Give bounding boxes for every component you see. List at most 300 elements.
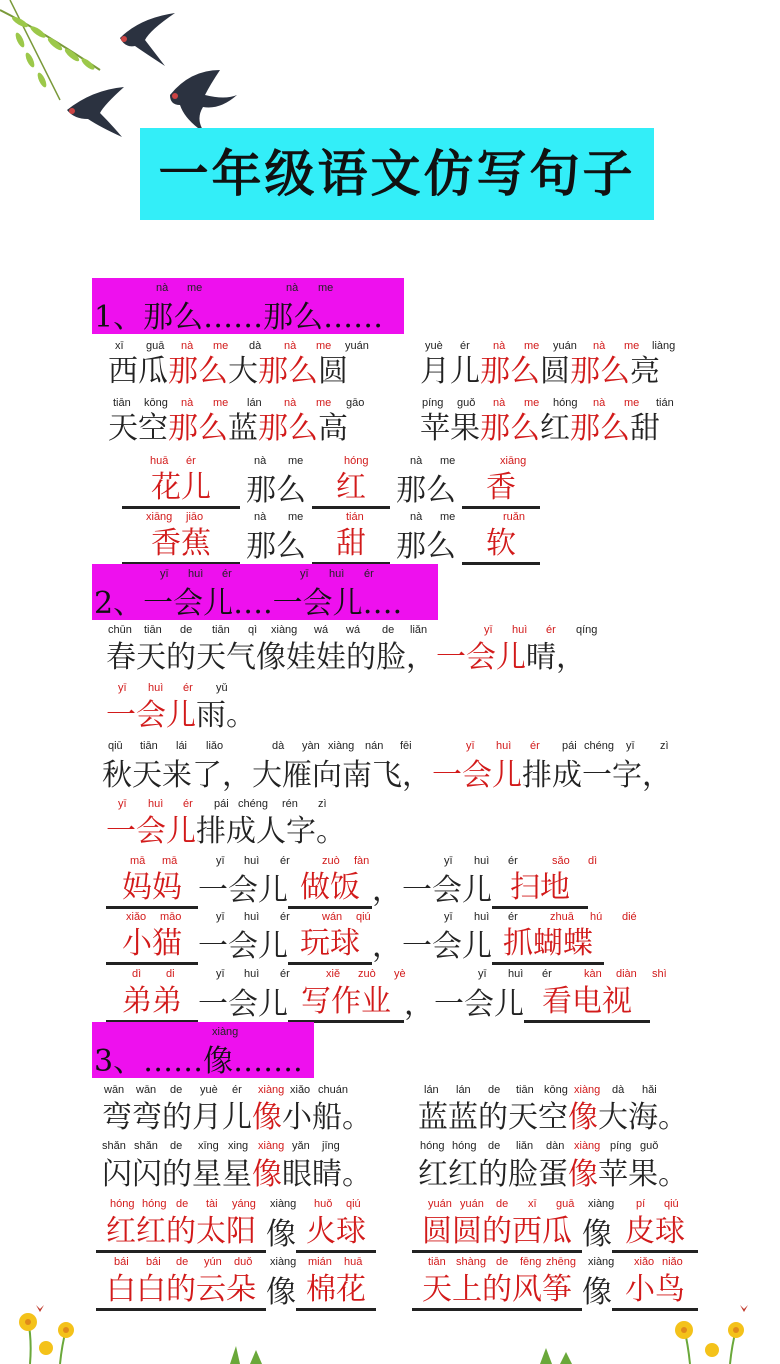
pinyin: huì	[474, 911, 490, 923]
pinyin: lái	[176, 740, 188, 752]
pinyin: xiāng	[146, 511, 173, 523]
sentence-text: 雨。	[196, 698, 256, 733]
pinyin: lán	[456, 1084, 471, 1096]
sentence-text: 亮	[630, 354, 660, 389]
pinyin: nà	[493, 340, 506, 352]
sentence-text: 像	[252, 1100, 282, 1135]
pinyin: tián	[656, 397, 674, 409]
sentence-text: 高	[318, 411, 348, 446]
sentence-text: 像	[252, 1157, 282, 1192]
pinyin: liǎn	[410, 624, 428, 636]
pinyin: shǎn	[134, 1140, 158, 1152]
answer-blank: 火球	[296, 1206, 376, 1253]
s2-row2	[106, 690, 256, 734]
pinyin: wān	[136, 1084, 157, 1096]
pinyin: yī	[484, 624, 493, 636]
pinyin: mián	[308, 1256, 332, 1268]
answer-blank: 抓蝴蝶	[492, 918, 604, 965]
pinyin: yī	[626, 740, 635, 752]
s3-row3	[96, 1206, 698, 1253]
pinyin: yuán	[428, 1198, 452, 1210]
pinyin: kōng	[144, 397, 168, 409]
pinyin: kàn	[584, 968, 602, 980]
pinyin: huǒ	[314, 1198, 333, 1210]
pinyin: yī	[216, 855, 225, 867]
pinyin: yè	[394, 968, 406, 980]
pinyin: dà	[272, 740, 285, 752]
pinyin: liǎn	[516, 1140, 534, 1152]
pinyin: qiū	[108, 740, 123, 752]
pinyin: zì	[318, 798, 327, 810]
sentence-text: 红	[540, 411, 570, 446]
sentence-text: 一会儿	[432, 758, 522, 793]
pinyin: de	[382, 624, 395, 636]
sentence-text: 春天的天气像娃娃的脸，	[106, 640, 436, 675]
pinyin: shì	[652, 968, 667, 980]
pinyin: de	[496, 1256, 509, 1268]
pinyin: yī	[118, 798, 127, 810]
pinyin: yī	[478, 968, 487, 980]
answer-blank: 妈妈	[106, 862, 198, 909]
pinyin: xiàng	[271, 624, 298, 636]
pinyin: ér	[232, 1084, 242, 1096]
pinyin: me	[524, 340, 540, 352]
sentence-text: ，一会儿	[372, 873, 492, 908]
pinyin: ér	[183, 682, 193, 694]
answer-blank: 弟弟	[106, 976, 198, 1023]
pinyin: tián	[346, 511, 364, 523]
pinyin: me	[624, 340, 640, 352]
pinyin: liàng	[652, 340, 676, 352]
sentence-text: 蓝蓝的天空	[418, 1100, 568, 1135]
s3-row2-right	[418, 1149, 688, 1193]
pinyin: dì	[132, 968, 142, 980]
pinyin: tiān	[113, 397, 131, 409]
sentence-text: 甜	[630, 411, 660, 446]
pinyin: nà	[254, 511, 267, 523]
pinyin: huì	[244, 968, 260, 980]
sentence-text: 晴，	[526, 640, 586, 675]
pinyin: lán	[424, 1084, 439, 1096]
pinyin: hóng	[452, 1140, 477, 1152]
pinyin: xiàng	[270, 1256, 297, 1268]
pinyin: de	[496, 1198, 509, 1210]
s3-row1-right	[418, 1092, 688, 1136]
pinyin: ér	[186, 455, 196, 467]
pinyin: qì	[248, 624, 258, 636]
sentence-text: 圆	[318, 354, 348, 389]
pinyin: huì	[244, 911, 260, 923]
pinyin: hóng	[553, 397, 578, 409]
sentence-text: 一会儿	[106, 814, 196, 849]
pinyin: yī	[444, 855, 453, 867]
s1-row2-right	[420, 403, 660, 447]
pinyin: tiān	[516, 1084, 534, 1096]
pinyin: huì	[148, 682, 164, 694]
pinyin: ér	[508, 855, 518, 867]
s2-row1	[106, 632, 586, 676]
pinyin: xiàng	[270, 1198, 297, 1210]
answer-blank: 看电视	[524, 976, 650, 1023]
pinyin: wá	[346, 624, 361, 636]
pinyin: guǒ	[457, 397, 476, 409]
pinyin: pái	[214, 798, 229, 810]
pinyin: shǎn	[102, 1140, 126, 1152]
pinyin: nà	[286, 282, 299, 294]
pinyin: me	[187, 282, 203, 294]
pinyin: duǒ	[234, 1256, 253, 1268]
pinyin: yuán	[345, 340, 369, 352]
pinyin: nà	[284, 397, 297, 409]
pinyin: xī	[115, 340, 124, 352]
answer-blank: 小鸟	[612, 1264, 698, 1311]
pinyin: kōng	[544, 1084, 568, 1096]
pinyin: ér	[530, 740, 540, 752]
sentence-text: 小船。	[282, 1100, 372, 1135]
pinyin: xing	[228, 1140, 249, 1152]
sentence-text: 一会儿	[106, 698, 196, 733]
flower-border-icon	[0, 1300, 780, 1364]
sentence-text: 那么	[168, 411, 228, 446]
sentence-text: 大	[228, 354, 258, 389]
pinyin: xiǎo	[290, 1084, 311, 1096]
pinyin: me	[318, 282, 334, 294]
pinyin: me	[624, 397, 640, 409]
answer-blank: 软	[462, 518, 540, 565]
sentence-text: 苹果	[420, 411, 480, 446]
pinyin: yī	[216, 911, 225, 923]
pinyin: yàn	[302, 740, 320, 752]
pinyin: fēng	[520, 1256, 542, 1268]
sentence-text: 那么	[480, 354, 540, 389]
pinyin: jiāo	[186, 511, 204, 523]
pinyin: yuè	[425, 340, 443, 352]
pinyin: tiān	[144, 624, 162, 636]
sentence-text: 像	[568, 1100, 598, 1135]
pinyin: me	[316, 340, 332, 352]
pinyin: huā	[344, 1256, 363, 1268]
pinyin: qiú	[346, 1198, 361, 1210]
sentence-text: 像	[266, 1217, 296, 1252]
pinyin: mā	[130, 855, 146, 867]
sentence-text: 一会儿	[198, 873, 288, 908]
pinyin: hǎi	[642, 1084, 657, 1096]
pinyin: xiāng	[500, 455, 527, 467]
pinyin: nà	[593, 340, 606, 352]
sentence-text: 一会儿	[198, 987, 288, 1022]
answer-blank: 天上的风筝	[412, 1264, 582, 1311]
swallow-icon	[165, 65, 240, 135]
sentence-text: 眼睛。	[282, 1157, 372, 1192]
sentence-text: 秋天来了，大雁向南飞，	[102, 758, 432, 793]
sentence-text: 月儿	[420, 354, 480, 389]
sentence-text: 那么	[570, 411, 630, 446]
pinyin: xiàng	[574, 1084, 601, 1096]
pinyin: de	[180, 624, 193, 636]
pinyin: huì	[148, 798, 164, 810]
pinyin: nà	[410, 511, 423, 523]
pinyin: hóng	[110, 1198, 135, 1210]
pinyin: xiǎo	[126, 911, 147, 923]
pinyin: dié	[622, 911, 637, 923]
answer-blank: 香蕉	[122, 518, 240, 565]
pinyin: zì	[660, 740, 669, 752]
pinyin: qiú	[664, 1198, 679, 1210]
pinyin: chuán	[318, 1084, 348, 1096]
pinyin: de	[170, 1084, 183, 1096]
pinyin: xī	[528, 1198, 537, 1210]
pinyin: qíng	[576, 624, 598, 636]
sentence-text: 排成一字，	[522, 758, 672, 793]
pinyin: lán	[247, 397, 262, 409]
answer-blank: 红	[312, 462, 390, 509]
answer-blank: 做饭	[288, 862, 372, 909]
pinyin: di	[166, 968, 175, 980]
pinyin: hóng	[420, 1140, 445, 1152]
pinyin: de	[488, 1084, 501, 1096]
pinyin: sǎo	[552, 855, 570, 867]
pinyin: de	[176, 1256, 189, 1268]
pinyin: zuò	[358, 968, 376, 980]
pinyin: yī	[300, 568, 309, 580]
pinyin: xiàng	[258, 1140, 285, 1152]
pinyin: gāo	[346, 397, 365, 409]
sentence-text: 那么	[396, 473, 456, 508]
pinyin: me	[524, 397, 540, 409]
sentence-text: 排成人字。	[196, 814, 346, 849]
pinyin: bái	[146, 1256, 161, 1268]
pinyin: ér	[460, 340, 470, 352]
pinyin: me	[213, 340, 229, 352]
pinyin: nà	[410, 455, 423, 467]
pinyin: hóng	[142, 1198, 167, 1210]
pinyin: ér	[508, 911, 518, 923]
sentence-text: ，一会儿	[404, 987, 524, 1022]
pinyin: me	[440, 511, 456, 523]
pinyin: wān	[104, 1084, 125, 1096]
pinyin: yī	[118, 682, 127, 694]
s1-row3	[122, 462, 540, 509]
pinyin: xiàng	[588, 1198, 615, 1210]
pinyin: me	[288, 455, 304, 467]
sentence-text: 像	[568, 1157, 598, 1192]
sentence-text: 蓝	[228, 411, 258, 446]
s3-row1-left	[102, 1092, 372, 1136]
pinyin: xiǎo	[634, 1256, 655, 1268]
answer-blank: 圆圆的西瓜	[412, 1206, 582, 1253]
pinyin: chéng	[584, 740, 614, 752]
pinyin: jīng	[322, 1140, 340, 1152]
pinyin: māo	[160, 911, 182, 923]
sentence-text: 红红的脸蛋	[418, 1157, 568, 1192]
pinyin: fàn	[354, 855, 370, 867]
pinyin: me	[316, 397, 332, 409]
pinyin: zhuā	[550, 911, 574, 923]
pinyin: chéng	[238, 798, 268, 810]
pinyin: xiàng	[258, 1084, 285, 1096]
pinyin: qiú	[356, 911, 371, 923]
pinyin: huì	[496, 740, 512, 752]
pinyin: yuán	[460, 1198, 484, 1210]
pinyin: nán	[365, 740, 384, 752]
answer-blank: 花儿	[122, 462, 240, 509]
sentence-text: 像	[582, 1217, 612, 1252]
sentence-text: 苹果。	[598, 1157, 688, 1192]
pinyin: huì	[508, 968, 524, 980]
pinyin: xiàng	[328, 740, 355, 752]
pinyin: huì	[512, 624, 528, 636]
pinyin: hóng	[344, 455, 369, 467]
pinyin: nà	[156, 282, 169, 294]
pinyin: ér	[280, 968, 290, 980]
sentence-text: 西瓜	[108, 354, 168, 389]
page-title: 一年级语文仿写句子	[158, 144, 636, 203]
pinyin: yī	[160, 568, 169, 580]
sentence-text: 那么	[480, 411, 540, 446]
sentence-text: 圆	[540, 354, 570, 389]
answer-blank: 皮球	[612, 1206, 698, 1253]
pinyin: wá	[314, 624, 329, 636]
pinyin: yáng	[232, 1198, 256, 1210]
pinyin: yī	[216, 968, 225, 980]
section-1-label: 1、那么……那么……	[94, 300, 384, 335]
pinyin: yuè	[200, 1084, 218, 1096]
pinyin: ér	[280, 911, 290, 923]
pinyin: de	[176, 1198, 189, 1210]
pinyin: dà	[612, 1084, 625, 1096]
pinyin: tài	[206, 1198, 218, 1210]
s2-row7	[106, 976, 650, 1023]
pinyin: dà	[249, 340, 262, 352]
pinyin: xiàng	[212, 1026, 239, 1038]
answer-blank: 白白的云朵	[96, 1264, 266, 1311]
section-3-label: 3、……像…….	[94, 1044, 303, 1079]
pinyin: ér	[542, 968, 552, 980]
pinyin: mā	[162, 855, 178, 867]
pinyin: nà	[284, 340, 297, 352]
pinyin: xiě	[326, 968, 341, 980]
s2-row5	[106, 862, 588, 909]
pinyin: huā	[150, 455, 169, 467]
pinyin: pí	[636, 1198, 646, 1210]
pinyin: me	[288, 511, 304, 523]
pinyin: nà	[593, 397, 606, 409]
pinyin: me	[440, 455, 456, 467]
pinyin: huì	[474, 855, 490, 867]
s2-row3	[102, 750, 672, 794]
sentence-text: 像	[266, 1275, 296, 1310]
pinyin: tiān	[428, 1256, 446, 1268]
pinyin: huì	[329, 568, 345, 580]
pinyin: dàn	[546, 1140, 565, 1152]
pinyin: ér	[183, 798, 193, 810]
s1-row1-left	[108, 346, 348, 390]
pinyin: ér	[364, 568, 374, 580]
pinyin: wán	[322, 911, 343, 923]
answer-blank: 甜	[312, 518, 390, 565]
sentence-text: 那么	[258, 354, 318, 389]
pinyin: guā	[146, 340, 165, 352]
sentence-text: ，一会儿	[372, 929, 492, 964]
pinyin: tiān	[212, 624, 230, 636]
pinyin: nà	[493, 397, 506, 409]
pinyin: dì	[588, 855, 598, 867]
answer-blank: 棉花	[296, 1264, 376, 1311]
pinyin: ér	[222, 568, 232, 580]
answer-blank: 香	[462, 462, 540, 509]
sentence-text: 一会儿	[436, 640, 526, 675]
sentence-text: 那么	[246, 473, 306, 508]
sentence-text: 像	[582, 1275, 612, 1310]
sentence-text: 天空	[108, 411, 168, 446]
answer-blank: 扫地	[492, 862, 588, 909]
pinyin: yǎn	[292, 1140, 310, 1152]
pinyin: yǔ	[216, 682, 228, 694]
s1-row1-right	[420, 346, 660, 390]
pinyin: yuán	[553, 340, 577, 352]
pinyin: guā	[556, 1198, 575, 1210]
pinyin: xiàng	[574, 1140, 601, 1152]
pinyin: guǒ	[640, 1140, 659, 1152]
pinyin: yī	[466, 740, 475, 752]
pinyin: tiān	[140, 740, 158, 752]
sentence-text: 闪闪的星星	[102, 1157, 252, 1192]
sentence-text: 那么	[246, 529, 306, 564]
pinyin: nà	[181, 340, 194, 352]
pinyin: diàn	[616, 968, 637, 980]
s1-row4	[122, 518, 540, 565]
answer-blank: 小猫	[106, 918, 198, 965]
pinyin: me	[213, 397, 229, 409]
answer-blank: 写作业	[288, 976, 404, 1023]
pinyin: xiàng	[588, 1256, 615, 1268]
sentence-text: 那么	[396, 529, 456, 564]
pinyin: zuò	[322, 855, 340, 867]
swallow-icon	[62, 85, 132, 140]
section-2-label: 2、一会儿….一会儿….	[94, 586, 403, 621]
pinyin: huì	[188, 568, 204, 580]
pinyin: yī	[444, 911, 453, 923]
swallow-icon	[110, 8, 180, 68]
pinyin: yún	[204, 1256, 222, 1268]
pinyin: bái	[114, 1256, 129, 1268]
pinyin: liǎo	[206, 740, 224, 752]
pinyin: pái	[562, 740, 577, 752]
pinyin: shàng	[456, 1256, 486, 1268]
pinyin: xīng	[198, 1140, 219, 1152]
pinyin: fēi	[400, 740, 412, 752]
sentence-text: 那么	[168, 354, 228, 389]
s1-row2-left	[108, 403, 348, 447]
sentence-text: 那么	[570, 354, 630, 389]
pinyin: huì	[244, 855, 260, 867]
s2-row4	[106, 806, 346, 850]
pinyin: nà	[181, 397, 194, 409]
s3-row2-left	[102, 1149, 372, 1193]
pinyin: zhēng	[546, 1256, 576, 1268]
answer-blank: 玩球	[288, 918, 372, 965]
pinyin: ér	[546, 624, 556, 636]
answer-blank: 红红的太阳	[96, 1206, 266, 1253]
pinyin: nà	[254, 455, 267, 467]
pinyin: ruǎn	[503, 511, 526, 523]
pinyin: píng	[610, 1140, 632, 1152]
pinyin: píng	[422, 397, 444, 409]
pinyin: chūn	[108, 624, 132, 636]
pinyin: de	[488, 1140, 501, 1152]
pinyin: niǎo	[662, 1256, 683, 1268]
pinyin: ér	[280, 855, 290, 867]
